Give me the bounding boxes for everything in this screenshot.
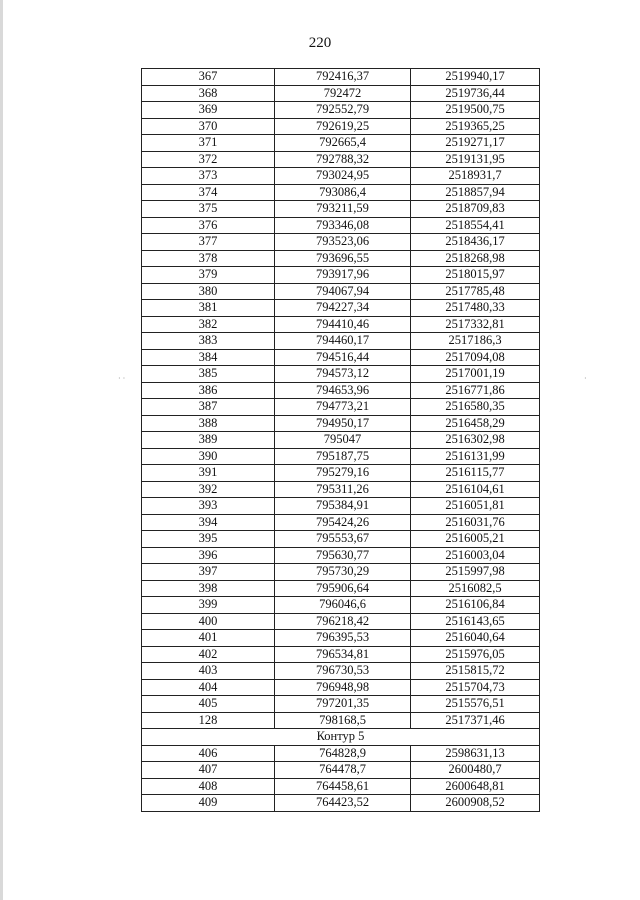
x-coordinate-cell: 794773,21: [275, 399, 411, 416]
scan-speck: · ·: [118, 374, 126, 383]
table-row: [142, 184, 540, 201]
y-coordinate-cell: 2517001,19: [411, 366, 540, 383]
point-number-cell: 398: [142, 580, 275, 597]
table-row: [142, 399, 540, 416]
x-coordinate-cell: 764423,52: [275, 795, 411, 812]
x-coordinate-cell: 794516,44: [275, 349, 411, 366]
y-coordinate-cell: 2516051,81: [411, 498, 540, 515]
point-number-cell: 396: [142, 547, 275, 564]
table-body-top: [142, 69, 540, 729]
table-row: [142, 349, 540, 366]
y-coordinate-cell: 2516040,64: [411, 630, 540, 647]
y-coordinate-cell: 2515976,05: [411, 646, 540, 663]
table-row: [142, 234, 540, 251]
x-coordinate-cell: 793917,96: [275, 267, 411, 284]
page-number: 220: [308, 35, 332, 51]
table-row: [142, 795, 540, 812]
x-coordinate-cell: 798168,5: [275, 712, 411, 729]
point-number-cell: 406: [142, 745, 275, 762]
point-number-cell: 386: [142, 382, 275, 399]
point-number-cell: 372: [142, 151, 275, 168]
point-number-cell: 389: [142, 432, 275, 449]
y-coordinate-cell: 2515997,98: [411, 564, 540, 581]
y-coordinate-cell: 2517785,48: [411, 283, 540, 300]
table-row: [142, 283, 540, 300]
point-number-cell: 385: [142, 366, 275, 383]
x-coordinate-cell: 792619,25: [275, 118, 411, 135]
x-coordinate-cell: 794067,94: [275, 283, 411, 300]
x-coordinate-cell: 764828,9: [275, 745, 411, 762]
table-row: [142, 316, 540, 333]
point-number-cell: 377: [142, 234, 275, 251]
point-number-cell: 391: [142, 465, 275, 482]
point-number-cell: 384: [142, 349, 275, 366]
y-coordinate-cell: 2600480,7: [411, 762, 540, 779]
point-number-cell: 409: [142, 795, 275, 812]
point-number-cell: 378: [142, 250, 275, 267]
x-coordinate-cell: 793346,08: [275, 217, 411, 234]
section-title: Контур 5: [142, 729, 540, 746]
y-coordinate-cell: 2516131,99: [411, 448, 540, 465]
x-coordinate-cell: 795279,16: [275, 465, 411, 482]
point-number-cell: 393: [142, 498, 275, 515]
table-row: [142, 696, 540, 713]
table-row: [142, 300, 540, 317]
y-coordinate-cell: 2516031,76: [411, 514, 540, 531]
table-row: [142, 762, 540, 779]
y-coordinate-cell: 2600648,81: [411, 778, 540, 795]
table-row: [142, 745, 540, 762]
point-number-cell: 387: [142, 399, 275, 416]
x-coordinate-cell: 792416,37: [275, 69, 411, 86]
table-row: [142, 498, 540, 515]
y-coordinate-cell: 2516580,35: [411, 399, 540, 416]
point-number-cell: 402: [142, 646, 275, 663]
y-coordinate-cell: 2517186,3: [411, 333, 540, 350]
x-coordinate-cell: 792472: [275, 85, 411, 102]
table-row: [142, 415, 540, 432]
table-row: [142, 778, 540, 795]
table-row: [142, 217, 540, 234]
table-row: [142, 250, 540, 267]
point-number-cell: 368: [142, 85, 275, 102]
y-coordinate-cell: 2518709,83: [411, 201, 540, 218]
x-coordinate-cell: 795424,26: [275, 514, 411, 531]
point-number-cell: 380: [142, 283, 275, 300]
y-coordinate-cell: 2516104,61: [411, 481, 540, 498]
y-coordinate-cell: 2518268,98: [411, 250, 540, 267]
x-coordinate-cell: 792788,32: [275, 151, 411, 168]
y-coordinate-cell: 2518857,94: [411, 184, 540, 201]
y-coordinate-cell: 2516003,04: [411, 547, 540, 564]
table-row: [142, 432, 540, 449]
y-coordinate-cell: 2516771,86: [411, 382, 540, 399]
table-row: [142, 168, 540, 185]
scan-edge: [0, 0, 3, 900]
y-coordinate-cell: 2517332,81: [411, 316, 540, 333]
table-row: [142, 646, 540, 663]
y-coordinate-cell: 2517094,08: [411, 349, 540, 366]
table-row: [142, 333, 540, 350]
table-row: [142, 118, 540, 135]
section-row: [142, 729, 540, 746]
point-number-cell: 128: [142, 712, 275, 729]
table-body-bottom: [142, 745, 540, 811]
point-number-cell: 379: [142, 267, 275, 284]
point-number-cell: 403: [142, 663, 275, 680]
y-coordinate-cell: 2516115,77: [411, 465, 540, 482]
table-row: [142, 547, 540, 564]
point-number-cell: 408: [142, 778, 275, 795]
table-row: [142, 201, 540, 218]
x-coordinate-cell: 795730,29: [275, 564, 411, 581]
coordinates-table: [141, 68, 540, 812]
point-number-cell: 371: [142, 135, 275, 152]
x-coordinate-cell: 793523,06: [275, 234, 411, 251]
table-section-row-group: [142, 729, 540, 746]
point-number-cell: 383: [142, 333, 275, 350]
table-row: [142, 712, 540, 729]
x-coordinate-cell: 794573,12: [275, 366, 411, 383]
x-coordinate-cell: 793211,59: [275, 201, 411, 218]
point-number-cell: 367: [142, 69, 275, 86]
y-coordinate-cell: 2516106,84: [411, 597, 540, 614]
table-row: [142, 465, 540, 482]
x-coordinate-cell: 796730,53: [275, 663, 411, 680]
point-number-cell: 370: [142, 118, 275, 135]
table-row: [142, 382, 540, 399]
y-coordinate-cell: 2517480,33: [411, 300, 540, 317]
y-coordinate-cell: 2518554,41: [411, 217, 540, 234]
y-coordinate-cell: 2518931,7: [411, 168, 540, 185]
table-row: [142, 366, 540, 383]
x-coordinate-cell: 794410,46: [275, 316, 411, 333]
table-row: [142, 531, 540, 548]
x-coordinate-cell: 794653,96: [275, 382, 411, 399]
table-row: [142, 663, 540, 680]
x-coordinate-cell: 796395,53: [275, 630, 411, 647]
table-row: [142, 481, 540, 498]
table-row: [142, 135, 540, 152]
x-coordinate-cell: 797201,35: [275, 696, 411, 713]
y-coordinate-cell: 2516082,5: [411, 580, 540, 597]
y-coordinate-cell: 2519131,95: [411, 151, 540, 168]
x-coordinate-cell: 764458,61: [275, 778, 411, 795]
table-row: [142, 630, 540, 647]
point-number-cell: 376: [142, 217, 275, 234]
y-coordinate-cell: 2519271,17: [411, 135, 540, 152]
table-row: [142, 448, 540, 465]
y-coordinate-cell: 2515576,51: [411, 696, 540, 713]
y-coordinate-cell: 2516005,21: [411, 531, 540, 548]
x-coordinate-cell: 792665,4: [275, 135, 411, 152]
table-row: [142, 85, 540, 102]
table-row: [142, 564, 540, 581]
y-coordinate-cell: 2518436,17: [411, 234, 540, 251]
x-coordinate-cell: 793086,4: [275, 184, 411, 201]
x-coordinate-cell: 795311,26: [275, 481, 411, 498]
table-row: [142, 613, 540, 630]
y-coordinate-cell: 2519736,44: [411, 85, 540, 102]
point-number-cell: 375: [142, 201, 275, 218]
table-row: [142, 69, 540, 86]
table-row: [142, 151, 540, 168]
point-number-cell: 404: [142, 679, 275, 696]
x-coordinate-cell: 795906,64: [275, 580, 411, 597]
point-number-cell: 401: [142, 630, 275, 647]
x-coordinate-cell: 764478,7: [275, 762, 411, 779]
x-coordinate-cell: 795384,91: [275, 498, 411, 515]
x-coordinate-cell: 794460,17: [275, 333, 411, 350]
point-number-cell: 395: [142, 531, 275, 548]
point-number-cell: 407: [142, 762, 275, 779]
y-coordinate-cell: 2516458,29: [411, 415, 540, 432]
y-coordinate-cell: 2598631,13: [411, 745, 540, 762]
x-coordinate-cell: 796046,6: [275, 597, 411, 614]
y-coordinate-cell: 2516302,98: [411, 432, 540, 449]
table-row: [142, 514, 540, 531]
y-coordinate-cell: 2515815,72: [411, 663, 540, 680]
y-coordinate-cell: 2516143,65: [411, 613, 540, 630]
y-coordinate-cell: 2515704,73: [411, 679, 540, 696]
x-coordinate-cell: 793024,95: [275, 168, 411, 185]
point-number-cell: 381: [142, 300, 275, 317]
point-number-cell: 373: [142, 168, 275, 185]
x-coordinate-cell: 794227,34: [275, 300, 411, 317]
y-coordinate-cell: 2519940,17: [411, 69, 540, 86]
point-number-cell: 374: [142, 184, 275, 201]
point-number-cell: 399: [142, 597, 275, 614]
scan-speck: ·: [584, 374, 587, 383]
x-coordinate-cell: 794950,17: [275, 415, 411, 432]
table-row: [142, 102, 540, 119]
table-row: [142, 597, 540, 614]
x-coordinate-cell: 795187,75: [275, 448, 411, 465]
y-coordinate-cell: 2519500,75: [411, 102, 540, 119]
x-coordinate-cell: 796218,42: [275, 613, 411, 630]
x-coordinate-cell: 795047: [275, 432, 411, 449]
x-coordinate-cell: 796948,98: [275, 679, 411, 696]
point-number-cell: 390: [142, 448, 275, 465]
point-number-cell: 392: [142, 481, 275, 498]
table-row: [142, 580, 540, 597]
x-coordinate-cell: 792552,79: [275, 102, 411, 119]
y-coordinate-cell: 2600908,52: [411, 795, 540, 812]
point-number-cell: 397: [142, 564, 275, 581]
point-number-cell: 400: [142, 613, 275, 630]
table-row: [142, 679, 540, 696]
x-coordinate-cell: 796534,81: [275, 646, 411, 663]
y-coordinate-cell: 2517371,46: [411, 712, 540, 729]
x-coordinate-cell: 793696,55: [275, 250, 411, 267]
table-row: [142, 267, 540, 284]
point-number-cell: 369: [142, 102, 275, 119]
point-number-cell: 394: [142, 514, 275, 531]
x-coordinate-cell: 795553,67: [275, 531, 411, 548]
y-coordinate-cell: 2519365,25: [411, 118, 540, 135]
point-number-cell: 405: [142, 696, 275, 713]
point-number-cell: 382: [142, 316, 275, 333]
y-coordinate-cell: 2518015,97: [411, 267, 540, 284]
x-coordinate-cell: 795630,77: [275, 547, 411, 564]
point-number-cell: 388: [142, 415, 275, 432]
